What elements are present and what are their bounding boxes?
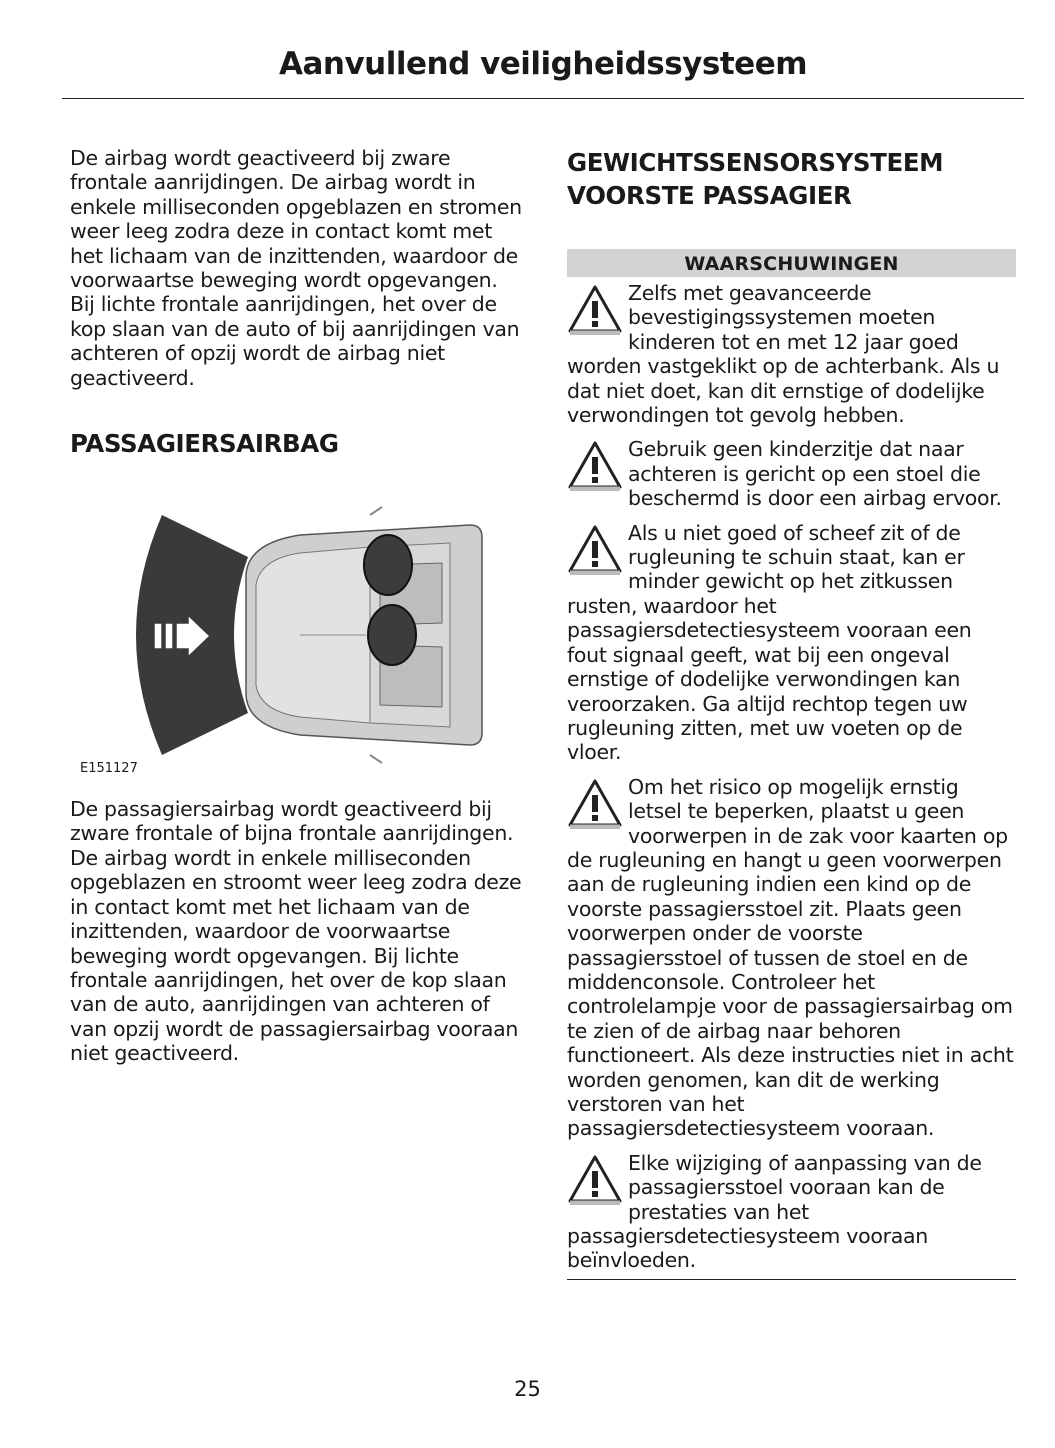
warning-rest: passagiersdetectiesysteem vooraan beïnvloeden. [567, 1224, 928, 1273]
heading-line-1: GEWICHTSSENSORSYSTEEM [567, 148, 944, 177]
warning-item [567, 521, 1016, 765]
airbag-upper [364, 535, 412, 595]
warning-item [567, 1151, 1016, 1273]
warning-triangle-icon [567, 283, 623, 335]
car-airbag-illustration [70, 485, 510, 775]
title-divider [62, 98, 1024, 99]
left-column [70, 146, 522, 1066]
heading-line-2: VOORSTE PASSAGIER [567, 181, 852, 210]
right-column [567, 146, 1016, 1280]
warning-rest: worden vastgeklikt op de achterbank. Als u dat niet doet, kan dit ernstige of dodelijke verwondingen tot gevolg hebben. [567, 354, 1000, 428]
warnings-title: WAARSCHUWINGEN [567, 249, 1016, 277]
section-heading-passenger-airbag: PASSAGIERSAIRBAG [70, 429, 339, 459]
warning-triangle-icon [567, 439, 623, 491]
warning-lead: Om het risico op mogelijk ernstig letsel te beperken, plaatst u geen voorwerpen in de zak voor kaarten [628, 774, 977, 848]
warning-lead: Gebruik geen kinderzitje dat naar achteren is gericht op een stoel die beschermd is door een airbag ervoor. [628, 437, 1002, 511]
warning-triangle-icon [567, 523, 623, 575]
warning-item [567, 775, 1016, 1141]
section-heading-weight-sensor [567, 146, 1016, 212]
intro-paragraph: De airbag wordt geactiveerd bij zware frontale aanrijdingen. De airbag wordt in enkele milliseconden opgeblazen en stromen weer leeg zodra deze in contact komt met het lichaam van de inzittenden, waardoor de voorwaartse beweging wordt opgevangen. Bij lichte frontale aanrijdingen, het over de kop slaan van de auto of bij aanrijdingen van achteren of opzij wordt de airbag niet geactiveerd. [70, 146, 522, 390]
figure-code: E151127 [80, 761, 138, 777]
warning-rest: op de rugleuning en hangt u geen voorwerpen aan de rugleuning indien een kind op de voorste passagiersstoel zit. Plaats geen voorwerpen onder de voorste passagiersstoel of tussen de stoel en de middenconsole. Controleer het controlelampje voor de passagiersairbag om te zien of de airbag naar behoren functioneert. Als deze instructies niet in acht worden genomen, kan dit de werking verstoren van het passagiersdetectiesysteem vooraan. [567, 823, 1014, 1141]
warning-item [567, 281, 1016, 427]
warning-triangle-icon [567, 1153, 623, 1205]
warning-rest: rusten, waardoor het passagiersdetectiesysteem vooraan een fout signaal geeft, wat bij een ongeval ernstige of dodelijke verwondingen kan veroorzaken. Ga altijd rechtop tegen uw rugleuning zitten, met uw voeten op de vloer. [567, 593, 972, 765]
passenger-airbag-figure [70, 485, 510, 775]
warning-triangle-icon [567, 777, 623, 829]
page-title: Aanvullend veiligheidssysteem [278, 46, 808, 82]
passenger-airbag-paragraph: De passagiersairbag wordt geactiveerd bij zware frontale of bijna frontale aanrijdingen. De airbag wordt in enkele milliseconden opgeblazen en stroomt weer leeg zodra deze in contact komt met het lichaam van de inzittenden, waardoor de voorwaartse beweging wordt opgevangen. Bij lichte frontale aanrijdingen, het over de kop slaan van de auto, aanrijdingen van achteren of van opzij wordt de passagiersairbag vooraan niet geactiveerd. [70, 797, 522, 1066]
warning-item [567, 437, 1016, 510]
warning-lead: Als u niet goed of scheef zit of de rugleuning te schuin staat, kan er minder gewicht op het zitkussen [628, 520, 965, 594]
warning-lead: Zelfs met geavanceerde bevestigingssystemen moeten kinderen tot en met 12 jaar goed [628, 281, 959, 354]
warnings-end-divider [567, 1279, 1016, 1280]
warning-lead: Elke wijziging of aanpassing van de passagiersstoel vooraan kan de prestaties van het [628, 1150, 982, 1224]
car-body [246, 507, 482, 763]
airbag-lower [368, 605, 416, 665]
page-number: 25 [514, 1377, 541, 1401]
